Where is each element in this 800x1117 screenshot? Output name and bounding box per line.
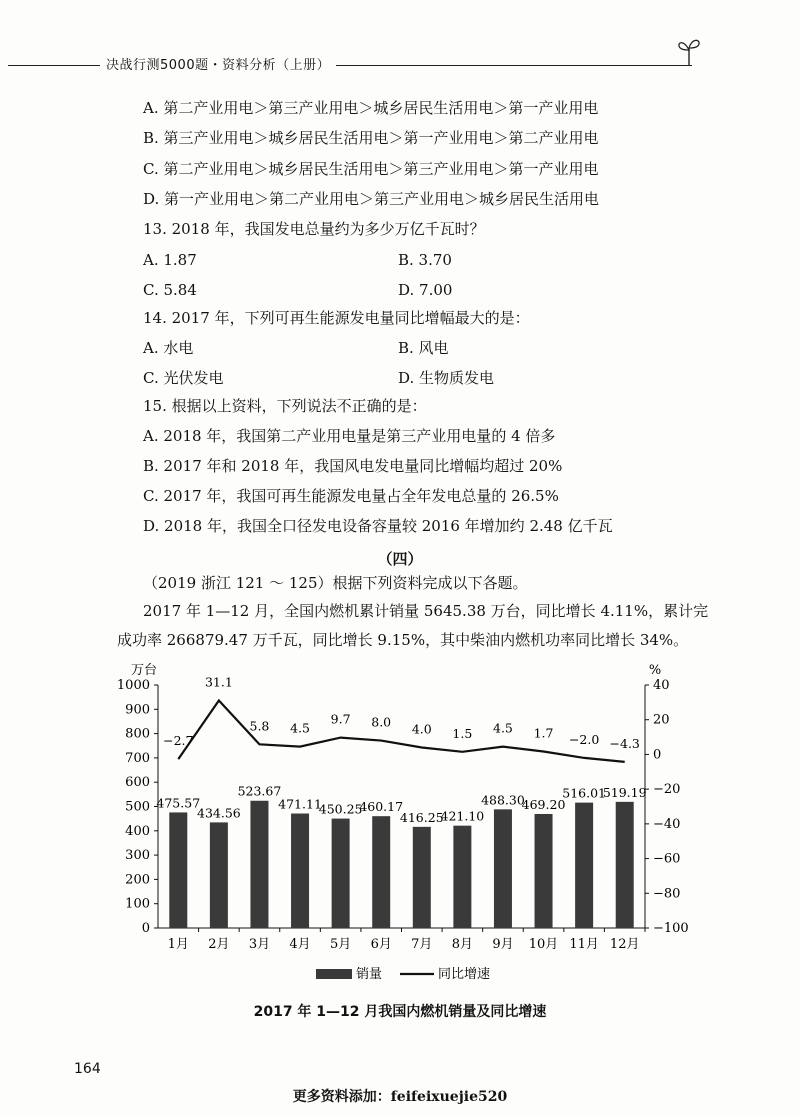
q14-option-a: A. 水电 [143,339,194,357]
growth-value-label: 8.0 [371,714,392,730]
right-tick-label: 20 [653,712,670,728]
growth-value-label: −4.3 [609,735,640,751]
bar-value-label: 469.20 [521,796,566,812]
bar-value-label: 488.30 [481,792,525,808]
left-tick-label: 700 [125,750,150,766]
q15-stem: 15. 根据以上资料，下列说法不正确的是： [143,397,427,415]
left-tick-label: 1000 [116,678,150,693]
bar-1月 [169,812,187,928]
material-paragraph-line-2: 成功率 266879.47 万千瓦，同比增长 9.15%，其中柴油内燃机功率同比增长 34%。 [117,631,689,649]
sprout-icon [676,36,702,66]
legend-bar-swatch [316,969,352,979]
right-tick-label: −20 [653,782,681,798]
left-tick-label: 300 [125,848,150,864]
x-tick-label: 3月 [248,937,271,952]
x-tick-label: 11月 [569,937,599,952]
right-tick-label: 40 [653,678,670,693]
chart-legend [316,966,490,982]
right-axis-unit: % [648,663,662,678]
running-header-title: 决战行测5000题・资料分析（上册） [100,54,336,73]
bar-5月 [332,819,350,928]
q12-option-a: A. 第二产业用电＞第三产业用电＞城乡居民生活用电＞第一产业用电 [143,99,599,117]
bar-7月 [413,827,431,928]
growth-value-label: −2.7 [163,733,194,749]
q15-option-c: C. 2017 年，我国可再生能源发电量占全年发电总量的 26.5% [143,487,559,505]
left-tick-label: 500 [125,799,150,815]
q12-option-d: D. 第一产业用电＞第二产业用电＞第三产业用电＞城乡居民生活用电 [143,190,600,208]
bar-value-label: 475.57 [156,795,201,811]
bar-8月 [453,826,471,928]
bar-12月 [616,802,634,928]
left-tick-label: 800 [125,726,150,742]
left-tick-label: 100 [125,896,150,912]
bar-value-label: 516.01 [562,785,606,801]
left-tick-label: 200 [125,872,150,888]
bar-6月 [372,816,390,928]
section-source: （2019 浙江 121 ～ 125）根据下列资料完成以下各题。 [143,574,528,592]
x-tick-label: 12月 [609,937,640,952]
right-tick-label: −80 [653,886,681,902]
x-tick-label: 5月 [329,937,352,952]
q13-option-a: A. 1.87 [143,251,197,269]
growth-polyline [178,700,624,761]
section-title: （四） [377,550,423,568]
bar-value-label: 460.17 [359,799,404,815]
bar-value-label: 434.56 [197,805,241,821]
bar-3月 [250,801,268,928]
right-tick-label: −40 [653,816,681,832]
right-tick-label: −100 [653,921,689,936]
growth-value-label: 4.5 [290,720,310,736]
bar-value-label: 523.67 [237,783,282,799]
q13-stem: 13. 2018 年，我国发电总量约为多少万亿千瓦时？ [143,220,485,238]
left-tick-label: 900 [125,702,150,718]
growth-value-label: 31.1 [204,674,233,690]
legend-line-label: 同比增速 [438,967,491,982]
x-tick-label: 6月 [370,937,392,952]
legend-bar-label: 销量 [356,967,383,982]
q14-option-b: B. 风电 [398,339,449,357]
q13-option-b: B. 3.70 [398,251,452,269]
header-rule-left [8,65,100,66]
growth-value-label: 9.7 [330,711,351,727]
growth-value-label: 4.5 [493,720,513,736]
q12-option-b: B. 第三产业用电＞城乡居民生活用电＞第一产业用电＞第二产业用电 [143,129,599,147]
chart-growth-line [178,700,625,762]
header-rule-right [336,65,692,66]
growth-value-label: 1.5 [452,725,473,741]
q13-option-c: C. 5.84 [143,281,197,299]
q14-option-c: C. 光伏发电 [143,369,224,387]
bar-value-label: 471.11 [278,796,322,812]
x-tick-label: 10月 [528,937,559,952]
bar-value-label: 421.10 [440,808,485,824]
x-tick-label: 9月 [492,937,514,952]
q12-option-c: C. 第二产业用电＞城乡居民生活用电＞第三产业用电＞第一产业用电 [143,160,599,178]
bar-value-label: 450.25 [318,801,363,817]
left-tick-label: 0 [141,921,150,936]
chart-caption: 2017 年 1—12 月我国内燃机销量及同比增速 [253,1004,547,1020]
right-tick-label: 0 [653,747,662,763]
left-tick-label: 400 [125,823,150,839]
q14-option-d: D. 生物质发电 [398,369,495,387]
right-tick-label: −60 [653,851,681,867]
page-number: 164 [74,1061,101,1077]
sales-growth-chart [116,660,689,992]
x-tick-label: 8月 [451,937,474,952]
bar-9月 [494,809,512,928]
q14-stem: 14. 2017 年，下列可再生能源发电量同比增幅最大的是： [143,309,530,327]
q15-option-d: D. 2018 年，我国全口径发电设备容量较 2016 年增加约 2.48 亿千瓦 [143,517,613,535]
left-tick-label: 600 [125,775,150,791]
material-paragraph-line-1: 2017 年 1—12 月，全国内燃机累计销量 5645.38 万台，同比增长 4.11%，累计完 [143,602,709,620]
bar-value-label: 416.25 [399,809,444,825]
bar-value-label: 519.19 [602,784,647,800]
bar-10月 [535,814,553,928]
q13-option-d: D. 7.00 [398,281,453,299]
chart-data-labels [156,674,646,824]
q15-option-a: A. 2018 年，我国第二产业用电量是第三产业用电量的 4 倍多 [143,427,556,445]
left-axis-unit: 万台 [130,663,158,678]
x-tick-label: 4月 [289,937,311,952]
growth-value-label: 4.0 [411,721,432,737]
x-tick-label: 7月 [411,937,433,952]
growth-value-label: 1.7 [533,725,554,741]
growth-value-label: −2.0 [568,731,600,747]
q15-option-b: B. 2017 年和 2018 年，我国风电发电量同比增幅均超过 20% [143,457,563,475]
growth-value-label: 5.8 [249,718,270,734]
footer-note: 更多资料添加：feifeixuejie520 [292,1089,508,1105]
x-tick-label: 2月 [208,937,230,952]
bar-2月 [210,822,228,928]
bar-11月 [575,803,593,928]
x-tick-label: 1月 [167,937,189,952]
bar-4月 [291,814,309,928]
